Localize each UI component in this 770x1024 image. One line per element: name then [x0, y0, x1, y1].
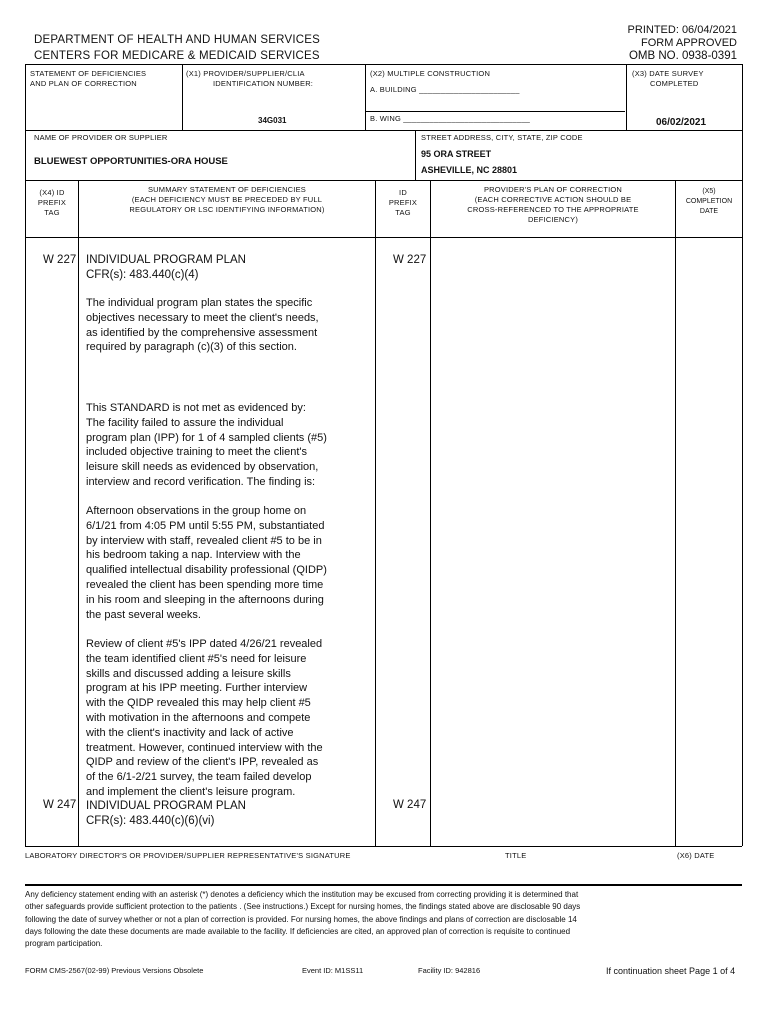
col-divider-1 — [78, 180, 79, 846]
x3-label — [632, 69, 740, 89]
x4-header-line-3: TAG — [44, 208, 60, 217]
x2-label: (X2) MULTIPLE CONSTRUCTION — [370, 69, 491, 78]
form-row-divider — [25, 130, 742, 131]
statement-label-line-1: STATEMENT OF DEFICIENCIES — [30, 69, 147, 78]
w227-title: INDIVIDUAL PROGRAM PLAN — [86, 254, 246, 266]
address-divider — [415, 130, 416, 180]
summary-header-line-3: REGULATORY OR LSC IDENTIFYING INFORMATION) — [129, 205, 325, 214]
summary-header-line-1: SUMMARY STATEMENT OF DEFICIENCIES — [147, 185, 306, 194]
omb-number: OMB NO. 0938-0391 — [628, 50, 737, 62]
signature-bottom-border — [25, 884, 742, 886]
wing-label: B. WING _____________________________ — [370, 114, 531, 123]
x5-header-line-2: COMPLETION — [685, 198, 733, 205]
x1-divider — [182, 64, 183, 130]
statement-label — [30, 69, 146, 89]
w227-cfr: CFR(s): 483.440(c)(4) — [86, 269, 199, 281]
x4-header-line-2: PREFIX — [37, 198, 67, 207]
provider-id-value: 34G031 — [258, 116, 287, 125]
x4-header-line-1: (X4) ID — [39, 188, 65, 197]
facility-id: Facility ID: 942816 — [418, 966, 481, 975]
plan-header-line-1: PROVIDER'S PLAN OF CORRECTION — [483, 185, 623, 194]
x3-divider — [626, 64, 627, 130]
col-divider-3 — [430, 180, 431, 846]
form-approved: FORM APPROVED — [641, 37, 737, 49]
x5-header-line-3: DATE — [699, 208, 719, 215]
w247-tag: W 247 — [43, 799, 77, 811]
print-info — [628, 24, 737, 63]
provider-name: BLUEWEST OPPORTUNITIES-ORA HOUSE — [34, 156, 228, 167]
agency-header — [34, 32, 320, 64]
right-border — [742, 64, 743, 846]
statement-label-line-2: AND PLAN OF CORRECTION — [30, 79, 137, 88]
x2-divider — [365, 64, 366, 130]
form-top-border — [25, 64, 742, 65]
signature-label: LABORATORY DIRECTOR'S OR PROVIDER/SUPPLIER REPRESENTATIVE'S SIGNATURE — [25, 851, 351, 860]
plan-header — [431, 185, 675, 225]
plan-header-line-4: DEFICIENCY) — [527, 215, 579, 224]
w247-tag-plan: W 247 — [393, 799, 427, 811]
col-divider-4 — [675, 180, 676, 846]
x1-label-line-2: IDENTIFICATION NUMBER: — [213, 79, 314, 88]
address-label: STREET ADDRESS, CITY, STATE, ZIP CODE — [421, 133, 583, 142]
col-divider-2 — [375, 180, 376, 846]
summary-header — [79, 185, 375, 215]
w227-tag: W 227 — [43, 254, 77, 266]
form-row-divider-2 — [25, 180, 742, 181]
x5-header-line-1: (X5) — [702, 188, 716, 195]
address-city: ASHEVILLE, NC 28801 — [421, 165, 518, 175]
id-header-line-1: ID — [399, 188, 407, 197]
event-id: Event ID: M1SS11 — [302, 966, 364, 975]
w247-cfr: CFR(s): 483.440(c)(6)(vi) — [86, 815, 215, 827]
printed-date: PRINTED: 06/04/2021 — [627, 24, 737, 36]
plan-header-line-2: (EACH CORRECTIVE ACTION SHOULD BE — [474, 195, 632, 204]
x5-header — [676, 187, 742, 217]
w247-heading — [86, 799, 246, 829]
w227-paragraph-3: Afternoon observations in the group home on 6/1/21 from 4:05 PM until 5:55 PM, substantiated by interview with staff, revealed client #5 to be in his bedroom taking a nap. Interview with the qualified intellectual disability professional (QIDP) revealed the client has been spending more time in his room and sleeping in the afternoons during the past several weeks. — [86, 505, 327, 621]
building-label: A. BUILDING _______________________ — [370, 85, 520, 94]
disclosure-footnote: Any deficiency statement ending with an asterisk (*) denotes a deficiency which the institution may be excused from correcting providing it is determined that other safeguards provide sufficient protection to the patients . (See instructions.) Except for nursing homes, the findings stated above are disclosable 90 days following the date of survey whether or not a plan of correction is provided. For nursing homes, the above findings and plans of correction are disclosable 14 days following the date these documents are made available to the facility. If deficiencies are cited, an approved plan of correction is requisite to continued program participation. — [25, 890, 581, 949]
title-label: TITLE — [505, 851, 527, 860]
w227-paragraph-1: The individual program plan states the specific objectives necessary to meet the client's needs, as identified by the comprehensive assessment required by paragraph (c)(3) of this section. — [86, 297, 319, 354]
x1-label-line-1: (X1) PROVIDER/SUPPLIER/CLIA — [186, 69, 305, 78]
agency-line-1: DEPARTMENT OF HEALTH AND HUMAN SERVICES — [34, 34, 320, 46]
id-header-line-3: TAG — [395, 208, 411, 217]
form-bottom-border — [25, 846, 742, 847]
continuation-page: If continuation sheet Page 1 of 4 — [606, 966, 736, 976]
x4-header — [26, 188, 78, 218]
w247-title: INDIVIDUAL PROGRAM PLAN — [86, 800, 246, 812]
id-header — [376, 188, 430, 218]
columns-header-divider — [25, 237, 742, 238]
x2-inner-divider — [365, 111, 625, 112]
id-header-line-2: PREFIX — [388, 198, 418, 207]
w227-paragraph-2: This STANDARD is not met as evidenced by: The facility failed to assure the individual program plan (IPP) for 1 of 4 sampled clients (#5) included objective training to meet the client's leisure skill needs as evidenced by observation, interview and record verification. The finding is: — [86, 402, 327, 488]
x3-label-line-2: COMPLETED — [650, 79, 699, 88]
survey-completed-date: 06/02/2021 — [656, 117, 707, 128]
plan-header-line-3: CROSS-REFERENCED TO THE APPROPRIATE — [467, 205, 639, 214]
w227-tag-plan: W 227 — [393, 254, 427, 266]
form-id: FORM CMS-2567(02-99) Previous Versions Obsolete — [25, 966, 204, 975]
address-street: 95 ORA STREET — [421, 149, 492, 159]
x1-label — [186, 69, 362, 89]
agency-line-2: CENTERS FOR MEDICARE & MEDICAID SERVICES — [34, 50, 320, 62]
w227-paragraph-4: Review of client #5's IPP dated 4/26/21 revealed the team identified client #5's need for leisure skills and discussed adding a leisure skills program at his IPP meeting. Further interview with the QIDP revealed this may help client #5 with motivation in the afternoons and compete with the client's inactivity and lack of active treatment. However, continued interview with the QIDP and review of the client's IPP, revealed as of the 6/1-2/21 survey, the team failed develop and implement the client's leisure program. — [86, 638, 323, 798]
date-label: (X6) DATE — [677, 851, 715, 860]
provider-name-label: NAME OF PROVIDER OR SUPPLIER — [34, 133, 168, 142]
w227-heading — [86, 253, 246, 283]
left-border — [25, 64, 26, 846]
x3-label-line-1: (X3) DATE SURVEY — [632, 69, 704, 78]
summary-header-line-2: (EACH DEFICIENCY MUST BE PRECEDED BY FULL — [131, 195, 323, 204]
